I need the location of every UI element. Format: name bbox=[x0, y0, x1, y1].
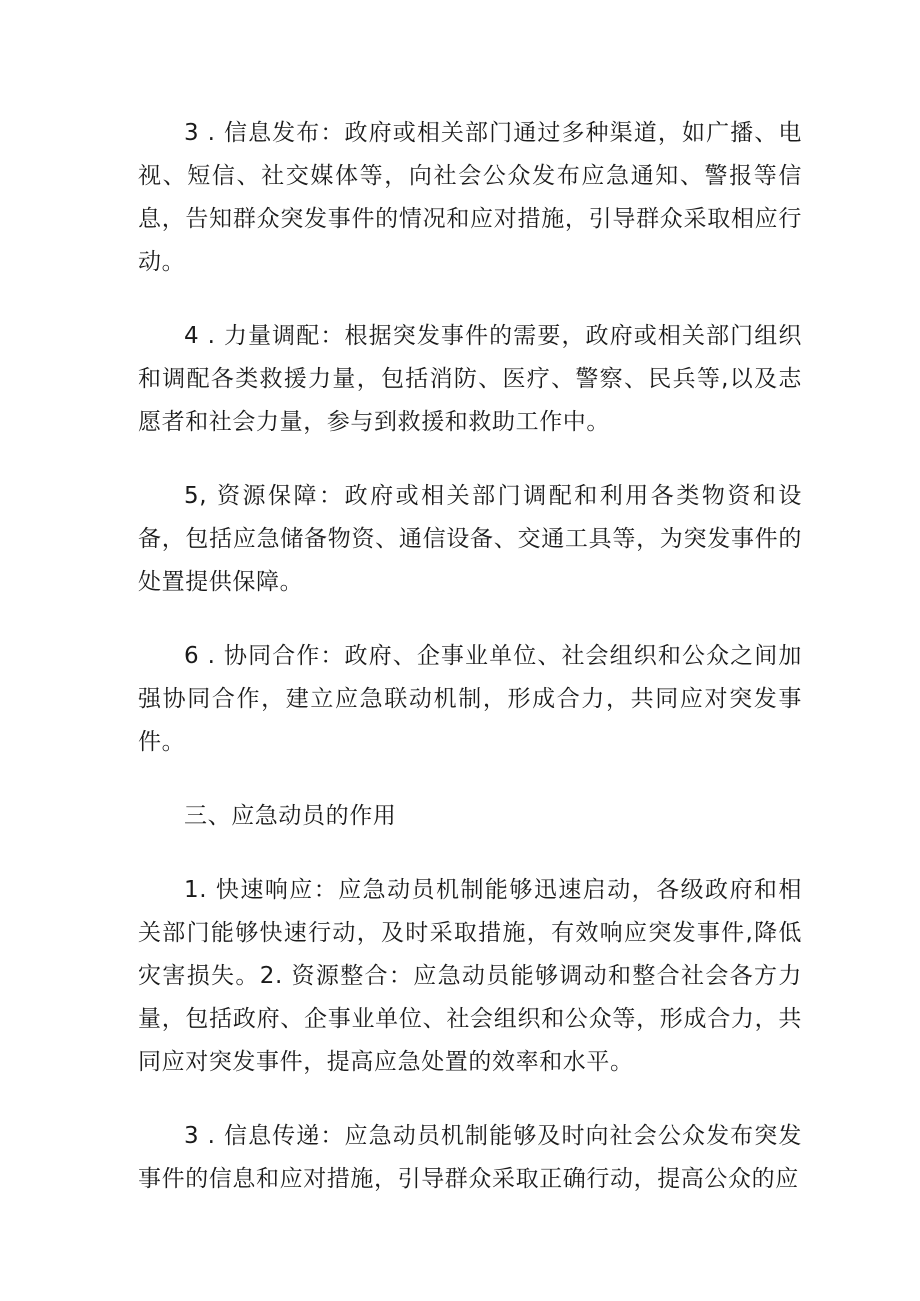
document-body bbox=[138, 112, 802, 1232]
paragraph-resource-guarantee: 5, 资源保障：政府或相关部门调配和利用各类物资和设备，包括应急储备物资、通信设备、交通工具等，为突发事件的处置提供保障。 bbox=[138, 483, 802, 595]
paragraph-force-deployment: 4 . 力量调配：根据突发事件的需要，政府或相关部门组织和调配各类救援力量，包括消防、医疗、警察、民兵等,以及志愿者和社会力量，参与到救援和救助工作中。 bbox=[138, 323, 802, 435]
paragraph-collaboration: 6 . 协同合作：政府、企事业单位、社会组织和公众之间加强协同合作，建立应急联动机制，形成合力，共同应对突发事件。 bbox=[138, 643, 802, 755]
section-heading-role: 三、应急动员的作用 bbox=[184, 803, 397, 829]
paragraph-info-transmission: 3 . 信息传递：应急动员机制能够及时向社会公众发布突发事件的信息和应对措施，引导群众采取正确行动，提高公众的应 bbox=[138, 1123, 802, 1192]
paragraph-rapid-response: 1. 快速响应：应急动员机制能够迅速启动，各级政府和相关部门能够快速行动，及时采取措施，有效响应突发事件,降低灾害损失。2. 资源整合：应急动员能够调动和整合社会各方力量，包括政府、企事业单位、社会组织和公众等，形成合力，共同应对突发事件，提高应急处置的效率和水平。 bbox=[138, 877, 802, 1075]
paragraph-info-release: 3 . 信息发布：政府或相关部门通过多种渠道，如广播、电视、短信、社交媒体等，向社会公众发布应急通知、警报等信息，告知群众突发事件的情况和应对措施，引导群众采取相应行动。 bbox=[138, 120, 802, 275]
